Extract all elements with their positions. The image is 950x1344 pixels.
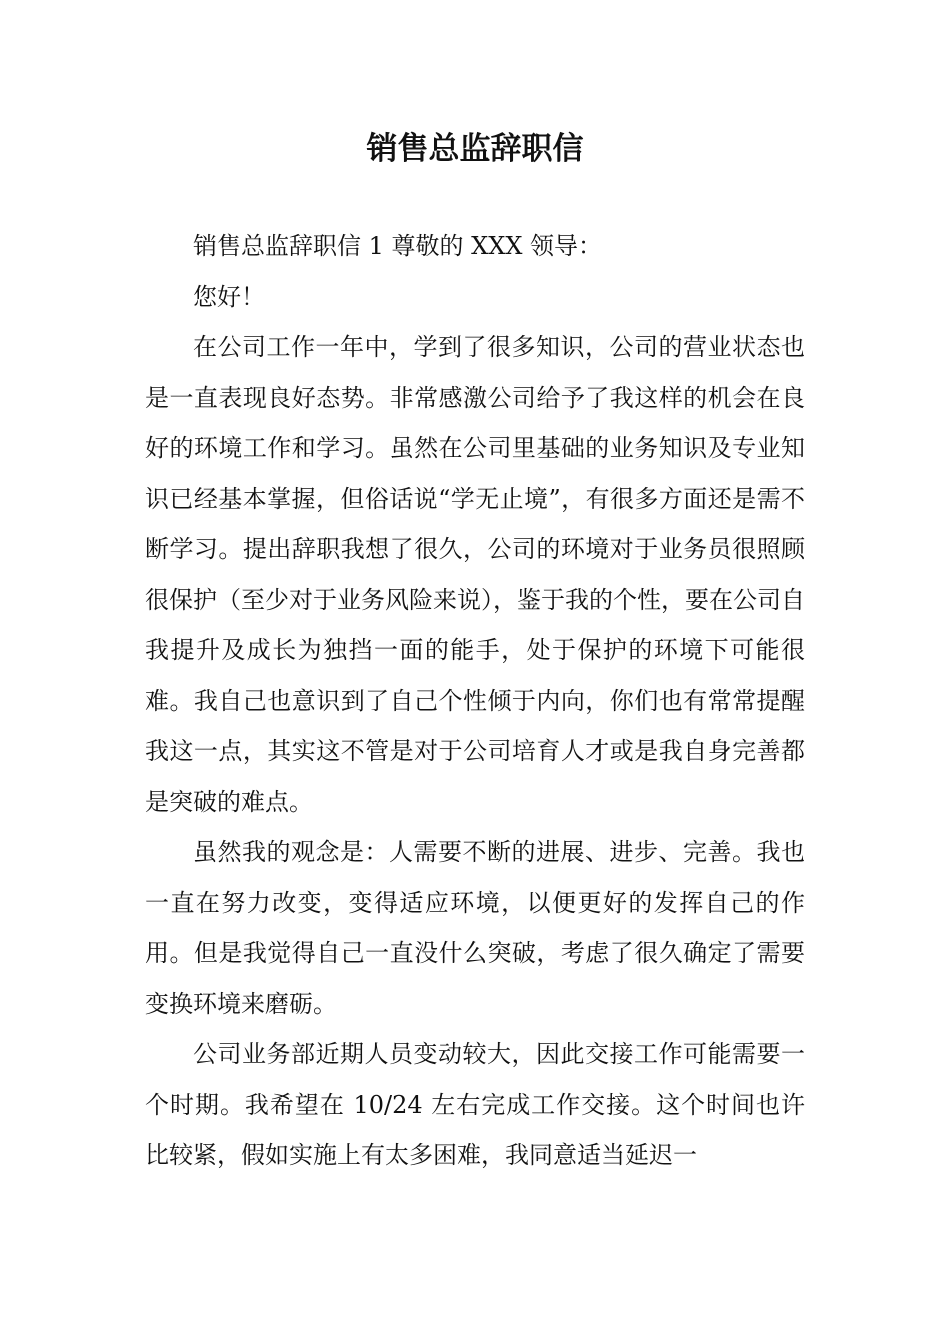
body-paragraph: 在公司工作一年中，学到了很多知识，公司的营业状态也是一直表现良好态势。非常感激公司给予了我这样的机会在良好的环境工作和学习。虽然在公司里基础的业务知识及专业知识已经基本掌握，但俗话说“学无止境”，有很多方面还是需不断学习。提出辞职我想了很久，公司的环境对于业务员很照顾很保护（至少对于业务风险来说），鉴于我的个性，要在公司自我提升及成长为独挡一面的能手，处于保护的环境下可能很难。我自己也意识到了自己个性倾于内向，你们也有常常提醒我这一点，其实这不管是对于公司培育人才或是我自身完善都是突破的难点。 (145, 333, 805, 816)
document-body (145, 221, 805, 1181)
document-title: 销售总监辞职信 (366, 131, 584, 167)
body-paragraph: 公司业务部近期人员变动较大，因此交接工作可能需要一个时期。我希望在 10/24 左右完成工作交接。这个时间也许比较紧，假如实施上有太多困难，我同意适当延迟一 (145, 1040, 805, 1169)
greeting-paragraph: 您好！ (193, 282, 265, 311)
body-paragraph: 虽然我的观念是：人需要不断的进展、进步、完善。我也一直在努力改变，变得适应环境，以便更好的发挥自己的作用。但是我觉得自己一直没什么突破，考虑了很久确定了需要变换环境来磨砺。 (145, 838, 805, 1018)
salutation-paragraph: 销售总监辞职信 1 尊敬的 XXX 领导： (193, 232, 603, 260)
